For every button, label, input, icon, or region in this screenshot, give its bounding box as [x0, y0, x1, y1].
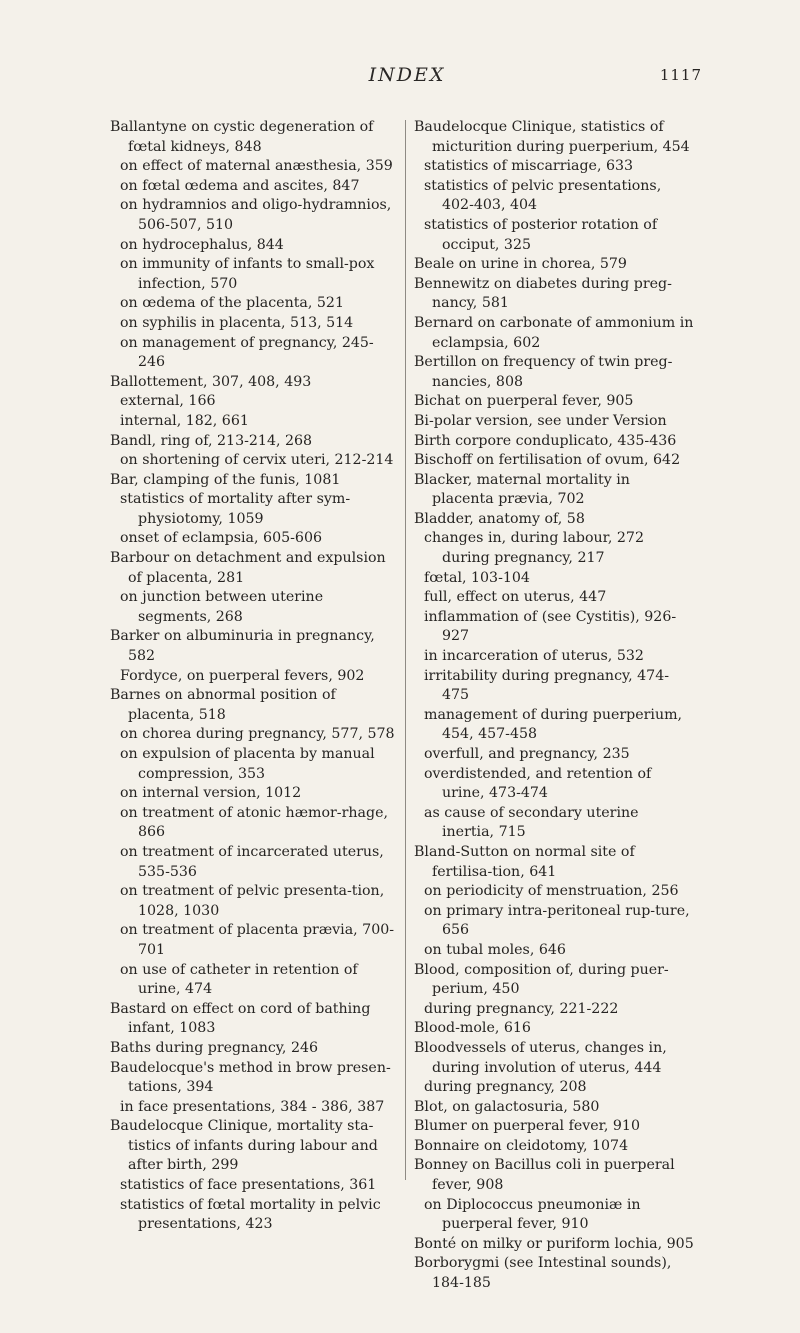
index-subentry	[414, 745, 694, 765]
index-entry	[110, 471, 396, 491]
entry-text: on tubal moles, 646	[424, 941, 566, 958]
entry-text: overdistended, and retention of urine, 473-474	[424, 765, 652, 802]
index-entry	[414, 1156, 694, 1195]
index-entry	[110, 118, 396, 157]
entry-text: external, 166	[120, 393, 216, 410]
index-entry	[110, 549, 396, 588]
index-entry	[414, 275, 694, 314]
index-subentry	[110, 314, 396, 334]
index-subentry	[110, 784, 396, 804]
entry-text: internal, 182, 661	[120, 412, 249, 429]
entry-text: on fœtal œdema and ascites, 847	[120, 177, 360, 194]
entry-text: on chorea during pregnancy, 577, 578	[120, 726, 395, 743]
entry-text: Blood-mole, 616	[414, 1020, 531, 1037]
index-subentry	[110, 961, 396, 1000]
entry-text: during pregnancy, 221-222	[424, 1000, 619, 1017]
index-entry	[414, 843, 694, 882]
index-entry	[110, 1117, 396, 1176]
entry-text: Barker on albuminuria in pregnancy, 582	[110, 628, 375, 665]
index-entry	[110, 1000, 396, 1039]
entry-text: Blood, composition of, during puer-perium, 450	[414, 961, 669, 998]
entry-text: on treatment of placenta prævia, 700-701	[120, 922, 395, 958]
entry-text: Bar, clamping of the funis, 1081	[110, 471, 341, 488]
index-subentry	[110, 725, 396, 745]
entry-text: in face presentations, 384 - 386, 387	[120, 1098, 385, 1115]
index-entry	[414, 1235, 694, 1255]
entry-text: overfull, and pregnancy, 235	[424, 746, 630, 762]
entry-text: on immunity of infants to small-pox infection, 570	[120, 256, 375, 292]
entry-text: Bichat on puerperal fever, 905	[414, 393, 634, 410]
entry-text: Bladder, anatomy of, 58	[414, 510, 585, 527]
index-subentry	[110, 236, 396, 256]
index-subentry	[414, 706, 694, 745]
index-subentry	[110, 490, 396, 529]
entry-text: on effect of maternal anæsthesia, 359	[120, 158, 393, 175]
index-subentry	[110, 921, 396, 960]
index-subentry	[414, 941, 694, 961]
index-subentry	[110, 157, 396, 177]
entry-text: statistics of fœtal mortality in pelvic presentations, 423	[120, 1196, 381, 1233]
entry-text: on junction between uterine segments, 268	[120, 589, 324, 625]
entry-text: statistics of face presentations, 361	[120, 1177, 377, 1194]
index-subentry	[110, 451, 396, 471]
index-entry	[414, 118, 694, 157]
entry-text: on expulsion of placenta by manual compression, 353	[120, 746, 375, 782]
column-divider	[405, 120, 406, 1180]
index-subentry	[414, 804, 694, 843]
index-subentry	[110, 804, 396, 843]
entry-text: Baths during pregnancy, 246	[110, 1039, 319, 1056]
entry-text: Bernard on carbonate of ammonium in eclampsia, 602	[414, 314, 694, 351]
entry-text: statistics of miscarriage, 633	[424, 158, 634, 175]
entry-text: Beale on urine in chorea, 579	[414, 256, 627, 273]
index-entry	[110, 373, 396, 393]
index-subentry	[110, 882, 396, 921]
entry-text: on periodicity of menstruation, 256	[424, 883, 679, 900]
index-entry	[414, 353, 694, 392]
index-subentry	[110, 745, 396, 784]
index-subentry	[414, 1000, 694, 1020]
entry-text: on treatment of incarcerated uterus, 535-536	[120, 843, 384, 880]
index-subentry	[110, 588, 396, 627]
entry-text: Bischoff on fertilisation of ovum, 642	[414, 452, 681, 469]
entry-text: in incarceration of uterus, 532	[424, 648, 644, 665]
index-entry	[414, 1098, 694, 1118]
index-subentry	[414, 667, 694, 706]
entry-text: Baudelocque's method in brow presen-tations, 394	[110, 1059, 391, 1096]
index-entry	[414, 432, 694, 452]
index-entry	[110, 686, 396, 725]
index-subentry	[414, 1078, 694, 1098]
entry-text: Bandl, ring of, 213-214, 268	[110, 432, 313, 449]
index-entry	[414, 314, 694, 353]
running-head: INDEX	[368, 64, 446, 86]
index-entry	[414, 1019, 694, 1039]
entry-text: Barbour on detachment and expulsion of placenta, 281	[110, 550, 386, 586]
index-subentry	[110, 334, 396, 373]
index-entry	[414, 1117, 694, 1137]
entry-text: on treatment of atonic hæmor-rhage, 866	[120, 804, 388, 841]
index-column-left	[110, 118, 396, 1235]
index-entry	[110, 1059, 396, 1098]
entry-text: Bland-Sutton on normal site of fertilisa-tion, 641	[414, 843, 635, 880]
index-subentry	[110, 843, 396, 882]
entry-text: Bi-polar version, see under Version	[414, 412, 667, 429]
entry-text: on hydramnios and oligo-hydramnios, 506-507, 510	[120, 197, 392, 233]
index-subentry	[414, 647, 694, 667]
index-subentry	[110, 667, 396, 687]
entry-text: Bertillon on frequency of twin preg-nancies, 808	[414, 354, 673, 390]
entry-text: on hydrocephalus, 844	[120, 236, 284, 253]
entry-text: on management of pregnancy, 245-246	[120, 334, 374, 371]
index-subentry	[414, 529, 694, 568]
index-subentry	[110, 1098, 396, 1118]
entry-text: on shortening of cervix uteri, 212-214	[120, 452, 394, 469]
index-subentry	[110, 294, 396, 314]
entry-text: Bennewitz on diabetes during preg-nancy, 581	[414, 275, 672, 312]
entry-text: statistics of posterior rotation of occiput, 325	[424, 216, 658, 253]
index-subentry	[414, 216, 694, 255]
index-entry	[414, 1137, 694, 1157]
entry-text: Baudelocque Clinique, statistics of micturition during puerperium, 454	[414, 119, 690, 155]
index-entry	[110, 1039, 396, 1059]
index-entry	[414, 961, 694, 1000]
index-subentry	[110, 1176, 396, 1196]
index-subentry	[110, 177, 396, 197]
entry-text: during pregnancy, 208	[424, 1079, 587, 1096]
index-entry	[414, 471, 694, 510]
entry-text: Ballottement, 307, 408, 493	[110, 373, 312, 390]
index-subentry	[110, 529, 396, 549]
index-entry	[414, 412, 694, 432]
index-subentry	[414, 588, 694, 608]
page-number: 1117	[659, 66, 702, 84]
entry-text: Blumer on puerperal fever, 910	[414, 1118, 640, 1135]
entry-text: on syphilis in placenta, 513, 514	[120, 314, 354, 331]
page-header	[112, 64, 702, 92]
entry-text: Bonté on milky or puriform lochia, 905	[414, 1235, 694, 1252]
index-entry	[414, 451, 694, 471]
entry-text: Birth corpore conduplicato, 435-436	[414, 432, 677, 449]
entry-text: Bastard on effect on cord of bathing infant, 1083	[110, 1000, 371, 1037]
entry-text: irritability during pregnancy, 474-475	[424, 667, 670, 704]
entry-text: Baudelocque Clinique, mortality sta-tistics of infants during labour and after birth, 299	[110, 1118, 378, 1174]
index-entry	[414, 1254, 694, 1293]
entry-text: on œdema of the placenta, 521	[120, 295, 344, 312]
index-column-right	[414, 118, 694, 1294]
index-subentry	[414, 1196, 694, 1235]
entry-text: fœtal, 103-104	[424, 569, 530, 586]
entry-text: Blacker, maternal mortality in placenta prævia, 702	[414, 471, 630, 508]
entry-text: on use of catheter in retention of urine, 474	[120, 961, 358, 998]
entry-text: changes in, during labour, 272 during pregnancy, 217	[424, 530, 644, 567]
index-subentry	[110, 412, 396, 432]
index-entry	[414, 255, 694, 275]
index-subentry	[414, 882, 694, 902]
entry-text: inflammation of (see Cystitis), 926-927	[424, 608, 677, 645]
index-subentry	[414, 569, 694, 589]
entry-text: Bonney on Bacillus coli in puerperal fever, 908	[414, 1157, 675, 1194]
entry-text: Ballantyne on cystic degeneration of fœtal kidneys, 848	[110, 119, 374, 155]
entry-text: Borborygmi (see Intestinal sounds), 184-185	[414, 1255, 672, 1292]
index-subentry	[414, 177, 694, 216]
entry-text: Blot, on galactosuria, 580	[414, 1098, 600, 1115]
index-entry	[110, 432, 396, 452]
entry-text: Fordyce, on puerperal fevers, 902	[120, 667, 365, 684]
index-entry	[414, 510, 694, 530]
index-entry	[414, 392, 694, 412]
entry-text: full, effect on uterus, 447	[424, 589, 607, 606]
index-subentry	[414, 157, 694, 177]
entry-text: on Diplococcus pneumoniæ in puerperal fever, 910	[424, 1196, 641, 1233]
index-subentry	[414, 902, 694, 941]
index-subentry	[110, 1196, 396, 1235]
entry-text: Bonnaire on cleidotomy, 1074	[414, 1137, 629, 1154]
entry-text: as cause of secondary uterine inertia, 715	[424, 804, 639, 841]
entry-text: onset of eclampsia, 605-606	[120, 530, 322, 547]
index-subentry	[110, 255, 396, 294]
entry-text: on treatment of pelvic presenta-tion, 1028, 1030	[120, 883, 385, 919]
entry-text: management of during puerperium, 454, 457-458	[424, 706, 683, 743]
entry-text: statistics of pelvic presentations, 402-403, 404	[424, 177, 662, 214]
index-entry	[414, 1039, 694, 1078]
index-subentry	[414, 608, 694, 647]
entry-text: statistics of mortality after sym-physiotomy, 1059	[120, 491, 351, 527]
index-entry	[110, 627, 396, 666]
index-subentry	[414, 765, 694, 804]
entry-text: Bloodvessels of uterus, changes in, during involution of uterus, 444	[414, 1039, 667, 1076]
index-subentry	[110, 196, 396, 235]
entry-text: on internal version, 1012	[120, 785, 302, 802]
index-subentry	[110, 392, 396, 412]
entry-text: on primary intra-peritoneal rup-ture, 656	[424, 902, 690, 939]
entry-text: Barnes on abnormal position of placenta, 518	[110, 687, 336, 723]
